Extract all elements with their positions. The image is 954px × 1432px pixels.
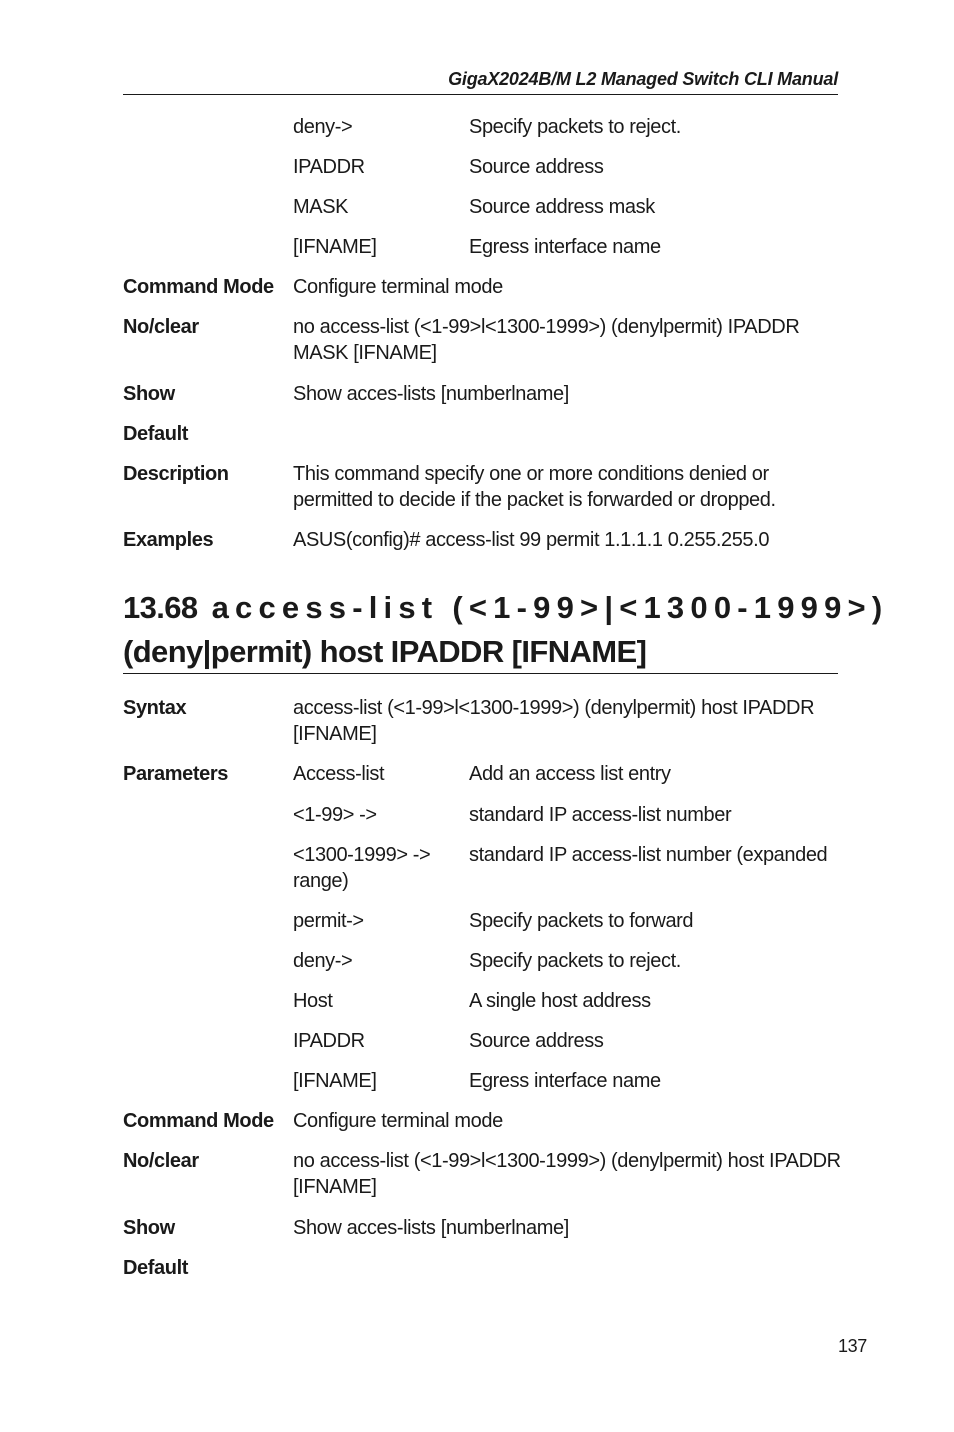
description-value: This command specify one or more conditions denied or permitted to decide if the packet is forwarded or dropped. <box>293 463 776 511</box>
param-name: IPADDR <box>293 1030 365 1052</box>
no-clear-label: No/clear <box>123 316 199 338</box>
running-header-title: GigaX2024B/M L2 Managed Switch CLI Manual <box>448 69 838 89</box>
command-mode-label: Command Mode <box>123 1110 274 1132</box>
show-value: Show acces-lists [numberlname] <box>293 383 569 405</box>
syntax-value: access-list (<1-99>l<1300-1999>) (denylpermit) host IPADDR [IFNAME] <box>293 697 815 745</box>
param-name: permit-> <box>293 910 364 932</box>
parameters-label: Parameters <box>123 763 228 785</box>
param-desc: Egress interface name <box>469 236 661 258</box>
param-desc: A single host address <box>469 990 651 1012</box>
param-name: [IFNAME] <box>293 1070 377 1092</box>
command-mode-value: Configure terminal mode <box>293 276 503 298</box>
header-rule <box>123 94 838 95</box>
command-mode-label: Command Mode <box>123 276 274 298</box>
command-mode-value: Configure terminal mode <box>293 1110 503 1132</box>
section-title-line1 <box>123 586 889 630</box>
default-label: Default <box>123 423 188 445</box>
param-desc: Egress interface name <box>469 1070 661 1092</box>
param-name: IPADDR <box>293 156 365 178</box>
param-desc: standard IP access-list number <box>469 804 732 826</box>
param-desc: Specify packets to reject. <box>469 950 681 972</box>
show-label: Show <box>123 383 175 405</box>
section-command-args: (<1-99>|<1300-1999>) <box>452 590 889 625</box>
param-desc: Source address mask <box>469 196 655 218</box>
param-name: deny-> <box>293 950 353 972</box>
param-desc: Add an access list entry <box>469 763 671 785</box>
param-desc: Source address <box>469 156 604 178</box>
no-clear-value: no access-list (<1-99>l<1300-1999>) (denylpermit) host IPADDR [IFNAME] <box>293 1150 841 1198</box>
param-desc: Specify packets to forward <box>469 910 694 932</box>
no-clear-label: No/clear <box>123 1150 199 1172</box>
param-name: Host <box>293 990 333 1012</box>
param-name: <1300-1999> -> <box>293 844 431 866</box>
syntax-label: Syntax <box>123 697 187 719</box>
param-desc-continuation: range) <box>293 870 349 892</box>
param-name: deny-> <box>293 116 353 138</box>
section-command-word: access-list <box>211 590 439 625</box>
no-clear-value: no access-list (<1-99>l<1300-1999>) (denylpermit) IPADDR MASK [IFNAME] <box>293 316 800 364</box>
section-rule <box>123 673 838 674</box>
description-label: Description <box>123 463 229 485</box>
param-desc: standard IP access-list number (expanded <box>469 844 828 866</box>
examples-label: Examples <box>123 529 214 551</box>
examples-value: ASUS(config)# access-list 99 permit 1.1.1.1 0.255.255.0 <box>293 529 770 551</box>
param-name: [IFNAME] <box>293 236 377 258</box>
section-number: 13.68 <box>123 590 198 625</box>
section-title <box>123 586 889 674</box>
param-desc: Specify packets to reject. <box>469 116 681 138</box>
page-number: 137 <box>838 1336 867 1356</box>
param-name: Access-list <box>293 763 385 785</box>
show-value: Show acces-lists [numberlname] <box>293 1217 569 1239</box>
default-label: Default <box>123 1257 188 1279</box>
param-name: <1-99> -> <box>293 804 377 826</box>
param-desc: Source address <box>469 1030 604 1052</box>
show-label: Show <box>123 1217 175 1239</box>
param-name: MASK <box>293 196 349 218</box>
section-title-line2: (deny|permit) host IPADDR [IFNAME] <box>123 634 647 669</box>
